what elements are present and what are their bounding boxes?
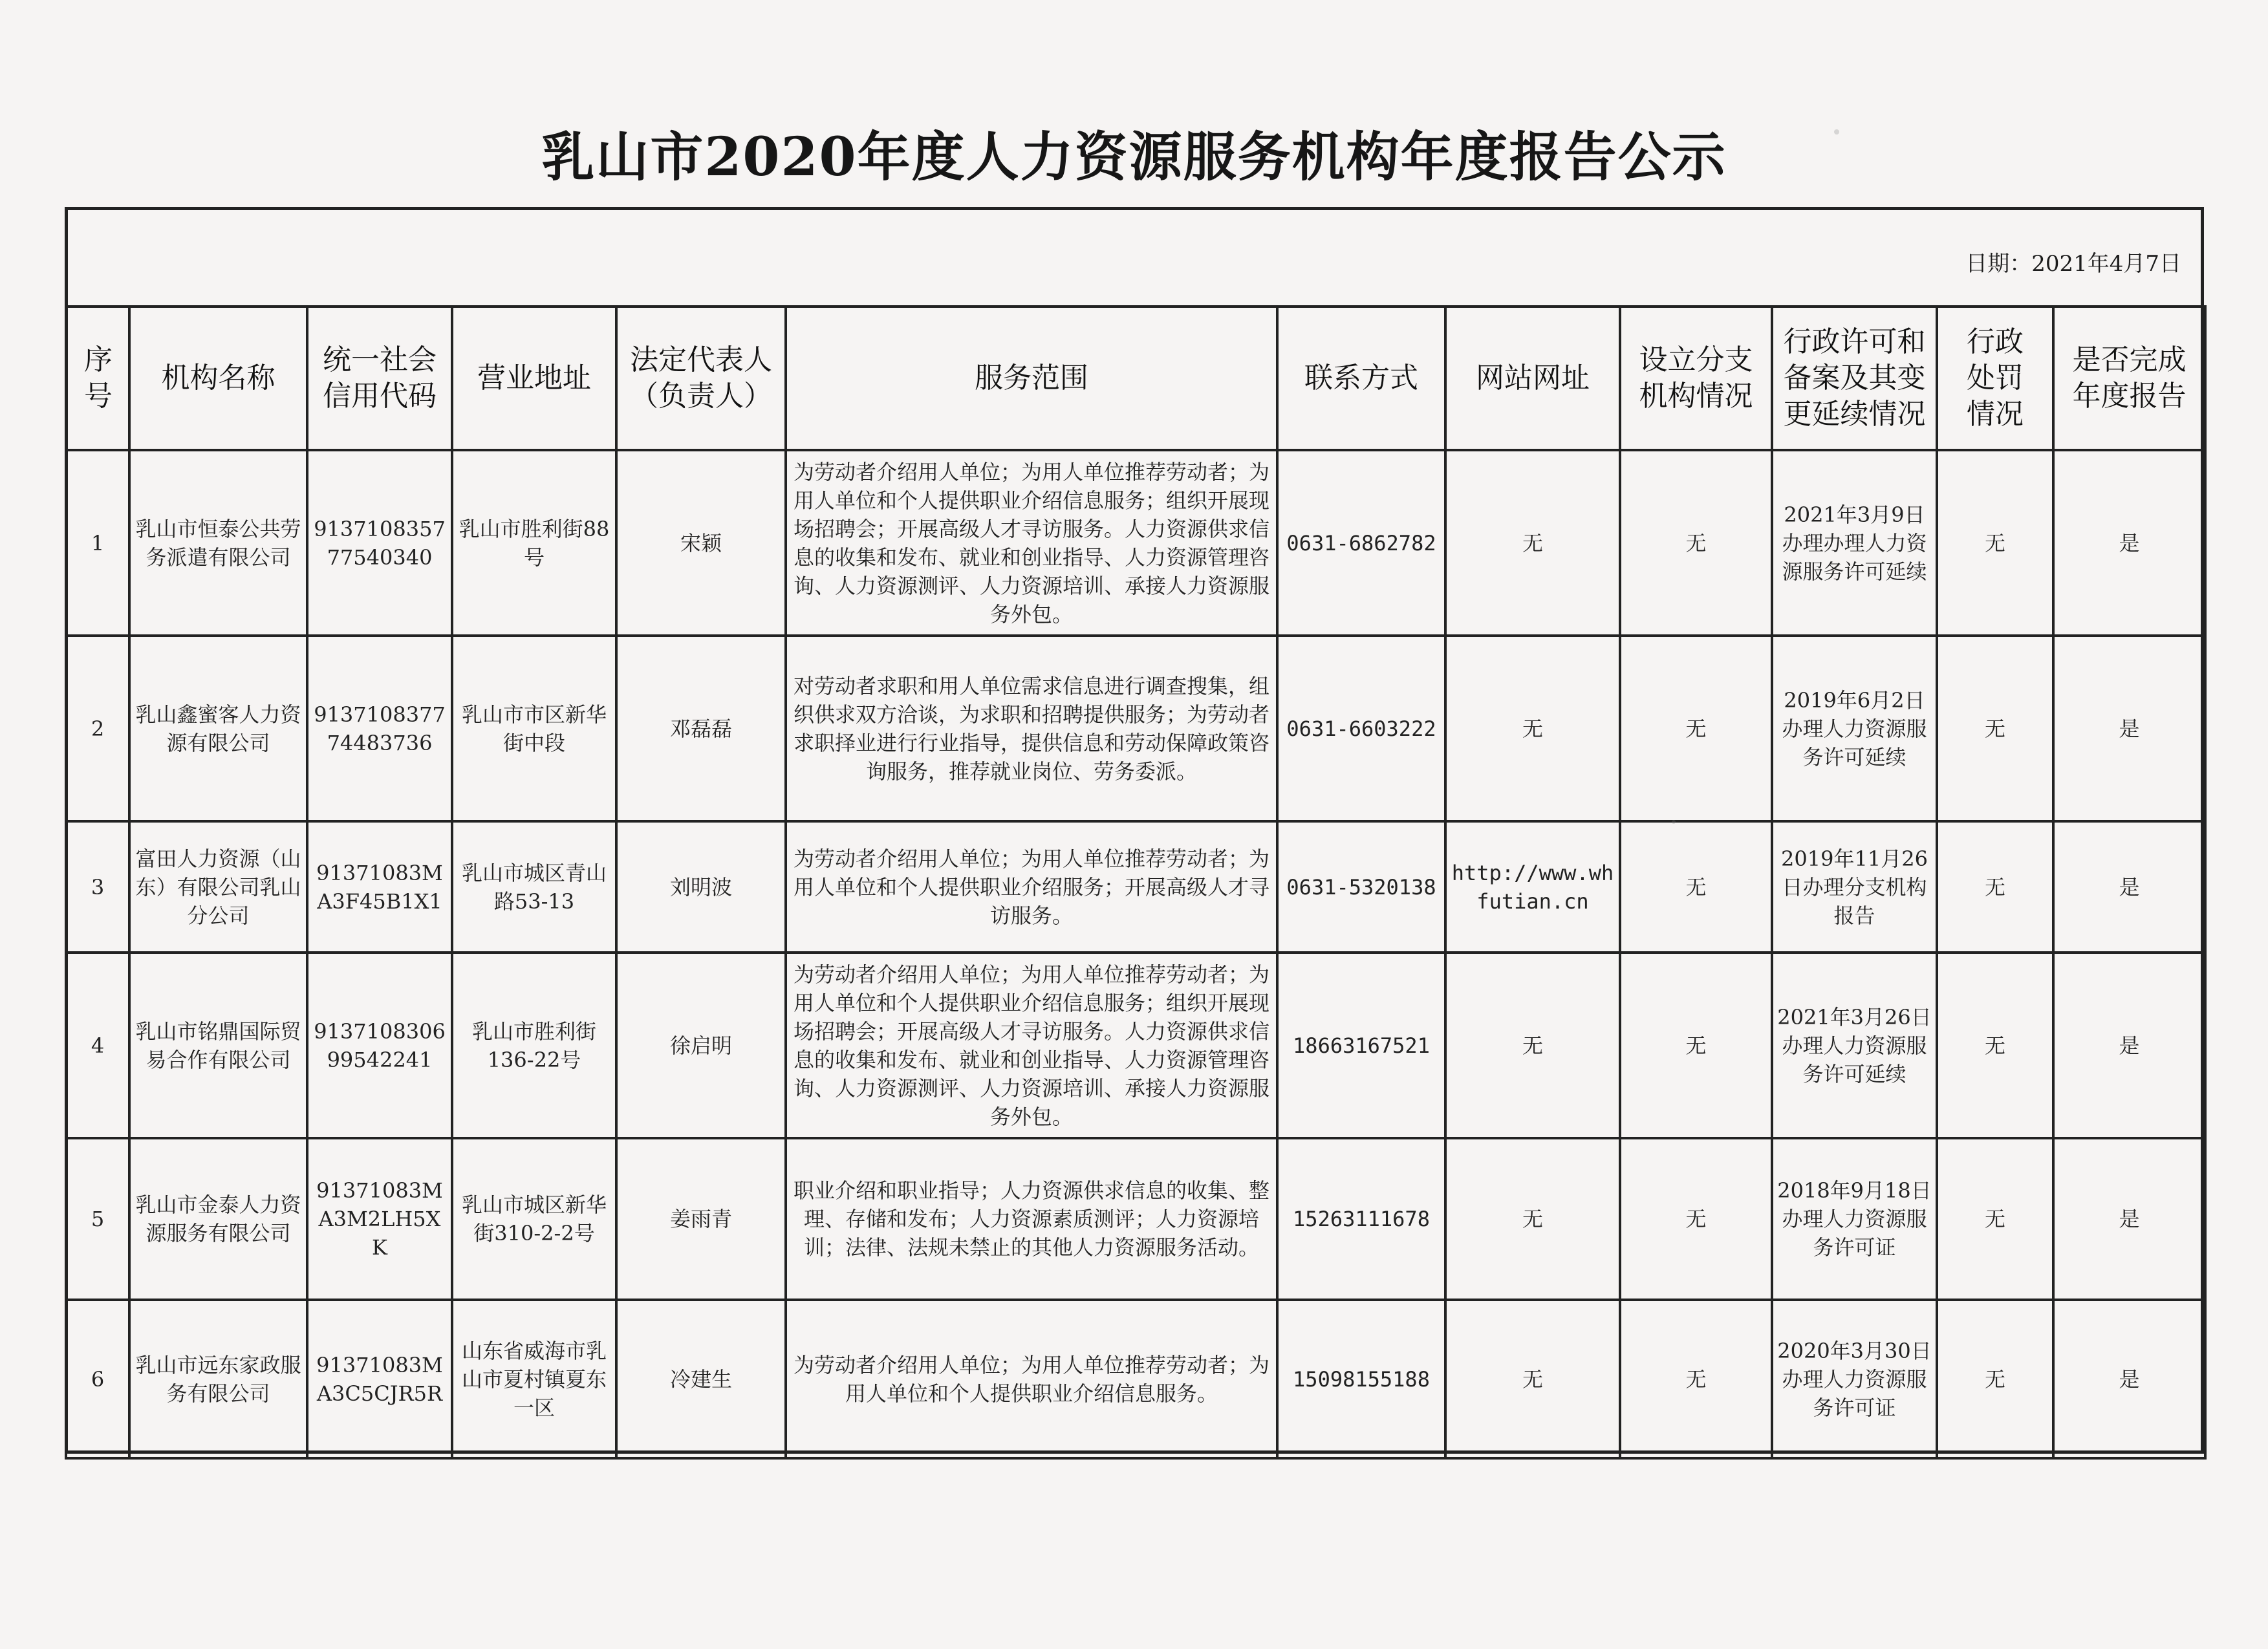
cell-license: 2019年11月26日办理分支机构报告 [1772,821,1937,953]
cell-website: 无 [1445,636,1620,821]
header-penalty: 行政处罚情况 [1937,307,2053,450]
cell-scope: 为劳动者介绍用人单位；为用人单位推荐劳动者；为用人单位和个人提供职业介绍信息服务；组织开展现场招聘会；开展高级人才寻访服务。人力资源供求信息的收集和发布、就业和创业指导、人力资源管理咨询、人力资源测评、人力资源培训、承接人力资源服务外包。 [786,450,1277,636]
cell-website: 无 [1445,953,1620,1138]
cell-scope: 为劳动者介绍用人单位；为用人单位推荐劳动者；为用人单位和个人提供职业介绍信息服务。 [786,1300,1277,1458]
cell-branch: 无 [1620,636,1772,821]
cell-contact: 0631-5320138 [1277,821,1445,953]
header-contact: 联系方式 [1277,307,1445,450]
cell-report: 是 [2053,1138,2205,1300]
table-row [66,1300,2205,1458]
header-rep: 法定代表人（负责人） [616,307,786,450]
header-branch: 设立分支机构情况 [1620,307,1772,450]
cell-penalty: 无 [1937,1138,2053,1300]
cell-address: 乳山市城区新华街310-2-2号 [452,1138,616,1300]
cell-website: 无 [1445,1138,1620,1300]
cell-license: 2018年9月18日办理人力资源服务许可证 [1772,1138,1937,1300]
cell-license: 2019年6月2日办理人力资源服务许可延续 [1772,636,1937,821]
scan-speck [1834,129,1839,135]
table-row [66,636,2205,821]
report-date: 日期：2021年4月7日 [1965,251,2181,277]
cell-name: 乳山市恒泰公共劳务派遣有限公司 [129,450,307,636]
cell-branch: 无 [1620,821,1772,953]
cell-name: 富田人力资源（山东）有限公司乳山分公司 [129,821,307,953]
cell-scope: 为劳动者介绍用人单位；为用人单位推荐劳动者；为用人单位和个人提供职业介绍服务；开展高级人才寻访服务。 [786,821,1277,953]
cell-contact: 15263111678 [1277,1138,1445,1300]
header-website: 网站网址 [1445,307,1620,450]
cell-penalty: 无 [1937,953,2053,1138]
cell-report: 是 [2053,821,2205,953]
header-license: 行政许可和备案及其变更延续情况 [1772,307,1937,450]
page-title: 乳山市2020年度人力资源服务机构年度报告公示 [541,126,1727,188]
cell-name: 乳山市金泰人力资源服务有限公司 [129,1138,307,1300]
cell-address: 山东省威海市乳山市夏村镇夏东一区 [452,1300,616,1458]
cell-rep: 冷建生 [616,1300,786,1458]
header-code: 统一社会信用代码 [307,307,452,450]
table-row [66,450,2205,636]
cell-branch: 无 [1620,1138,1772,1300]
cell-rep: 姜雨青 [616,1138,786,1300]
table-row [66,821,2205,953]
cell-branch: 无 [1620,1300,1772,1458]
cell-scope: 职业介绍和职业指导；人力资源供求信息的收集、整理、存储和发布；人力资源素质测评；人力资源培训；法律、法规未禁止的其他人力资源服务活动。 [786,1138,1277,1300]
cell-no: 3 [66,821,129,953]
scan-speck [1672,820,1676,824]
cell-penalty: 无 [1937,636,2053,821]
header-no: 序号 [66,307,129,450]
header-name: 机构名称 [129,307,307,450]
cell-branch: 无 [1620,450,1772,636]
cell-name: 乳山鑫蜜客人力资源有限公司 [129,636,307,821]
cell-name: 乳山市远东家政服务有限公司 [129,1300,307,1458]
table-row [66,953,2205,1138]
cell-report: 是 [2053,636,2205,821]
header-row [66,307,2205,450]
cell-no: 6 [66,1300,129,1458]
cell-address: 乳山市胜利街88号 [452,450,616,636]
cell-name: 乳山市铭鼎国际贸易合作有限公司 [129,953,307,1138]
cell-code: 913710837774483736 [307,636,452,821]
cell-code: 91371083MA3C5CJR5R [307,1300,452,1458]
cell-website: 无 [1445,1300,1620,1458]
cell-penalty: 无 [1937,821,2053,953]
report-frame [65,207,2204,1454]
header-scope: 服务范围 [786,307,1277,450]
cell-contact: 0631-6603222 [1277,636,1445,821]
cell-no: 5 [66,1138,129,1300]
cell-contact: 15098155188 [1277,1300,1445,1458]
cell-rep: 邓磊磊 [616,636,786,821]
cell-code: 913710830699542241 [307,953,452,1138]
cell-website: 无 [1445,450,1620,636]
cell-no: 4 [66,953,129,1138]
cell-scope: 为劳动者介绍用人单位；为用人单位推荐劳动者；为用人单位和个人提供职业介绍信息服务；组织开展现场招聘会；开展高级人才寻访服务。人力资源供求信息的收集和发布、就业和创业指导、人力资源管理咨询、人力资源测评、人力资源培训、承接人力资源服务外包。 [786,953,1277,1138]
cell-contact: 0631-6862782 [1277,450,1445,636]
cell-no: 2 [66,636,129,821]
header-address: 营业地址 [452,307,616,450]
cell-branch: 无 [1620,953,1772,1138]
cell-report: 是 [2053,1300,2205,1458]
cell-no: 1 [66,450,129,636]
cell-license: 2020年3月30日办理人力资源服务许可证 [1772,1300,1937,1458]
cell-license: 2021年3月26日办理人力资源服务许可延续 [1772,953,1937,1138]
cell-penalty: 无 [1937,450,2053,636]
cell-contact: 18663167521 [1277,953,1445,1138]
report-table [65,305,2207,1460]
cell-code: 91371083MA3M2LH5XK [307,1138,452,1300]
header-report: 是否完成年度报告 [2053,307,2205,450]
cell-address: 乳山市胜利街136-22号 [452,953,616,1138]
cell-license: 2021年3月9日办理办理人力资源服务许可延续 [1772,450,1937,636]
cell-website: http://www.whfutian.cn [1445,821,1620,953]
cell-code: 91371083MA3F45B1X1 [307,821,452,953]
cell-rep: 徐启明 [616,953,786,1138]
cell-penalty: 无 [1937,1300,2053,1458]
cell-address: 乳山市城区青山路53-13 [452,821,616,953]
cell-rep: 宋颖 [616,450,786,636]
cell-report: 是 [2053,953,2205,1138]
cell-rep: 刘明波 [616,821,786,953]
cell-scope: 对劳动者求职和用人单位需求信息进行调查搜集，组织供求双方洽谈，为求职和招聘提供服务；为劳动者求职择业进行行业指导，提供信息和劳动保障政策咨询服务，推荐就业岗位、劳务委派。 [786,636,1277,821]
table-row [66,1138,2205,1300]
cell-code: 913710835777540340 [307,450,452,636]
cell-address: 乳山市市区新华街中段 [452,636,616,821]
cell-report: 是 [2053,450,2205,636]
